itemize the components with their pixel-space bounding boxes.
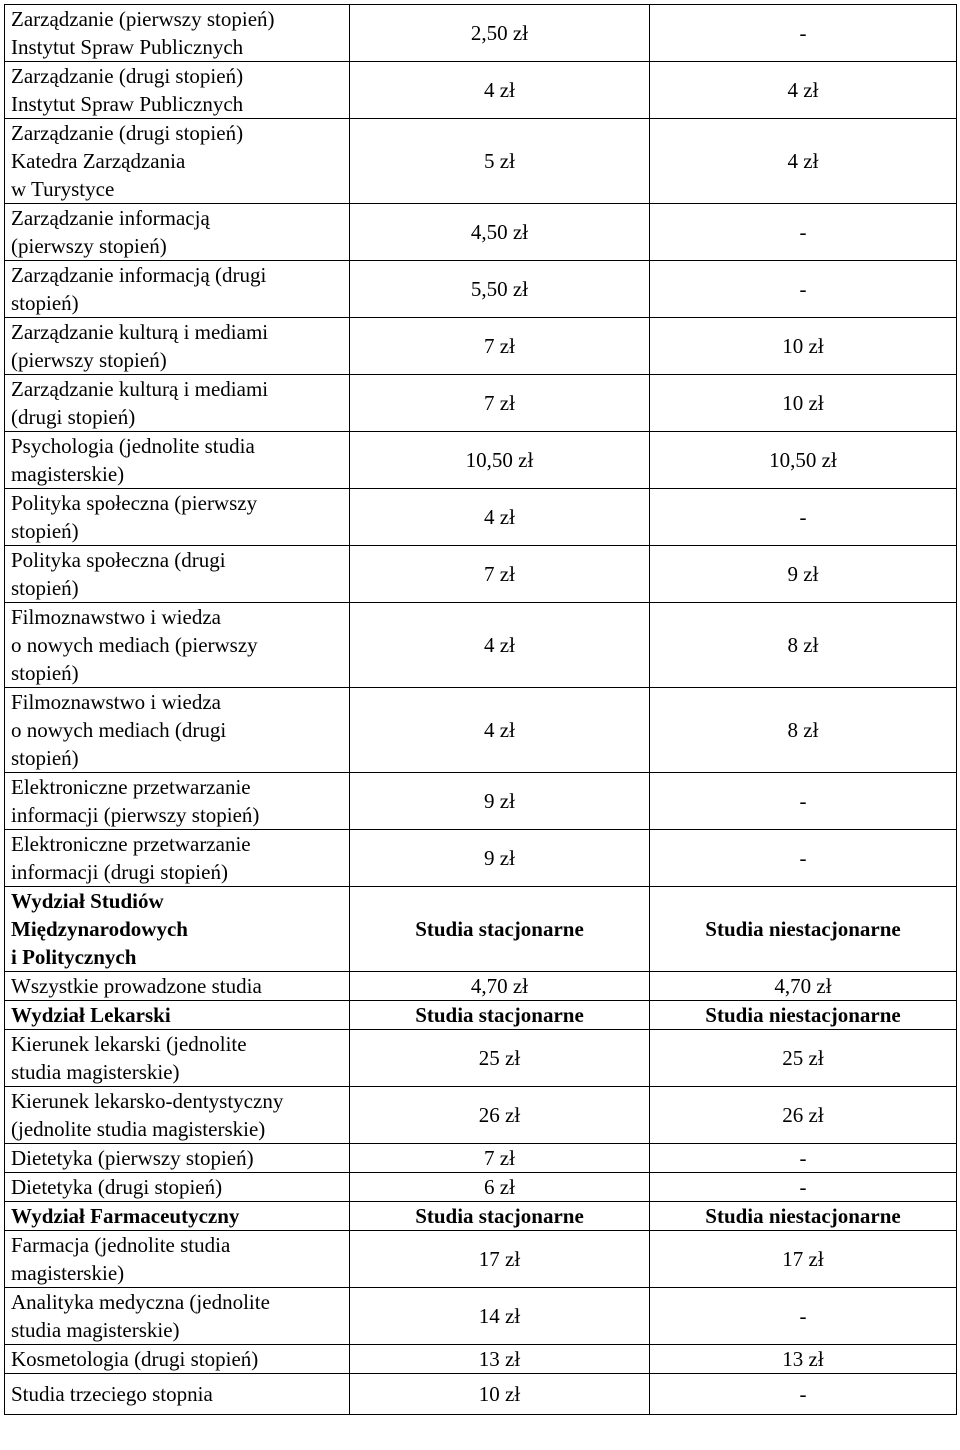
table-row xyxy=(5,119,957,204)
full-time-fee-cell: 9 zł xyxy=(350,830,650,887)
part-time-fee-cell: - xyxy=(650,1288,957,1345)
part-time-fee-cell: 4 zł xyxy=(650,62,957,119)
full-time-fee-cell: 6 zł xyxy=(350,1173,650,1202)
part-time-fee-cell: 10 zł xyxy=(650,375,957,432)
program-name-cell: Zarządzanie kulturą i mediami (drugi stopień) xyxy=(5,375,350,432)
part-time-fee-cell: - xyxy=(650,1374,957,1415)
full-time-fee-cell: 7 zł xyxy=(350,546,650,603)
full-time-header-cell: Studia stacjonarne xyxy=(350,1001,650,1030)
part-time-header-cell: Studia niestacjonarne xyxy=(650,1001,957,1030)
table-row xyxy=(5,1173,957,1202)
part-time-header-cell: Studia niestacjonarne xyxy=(650,1202,957,1231)
part-time-fee-cell: 25 zł xyxy=(650,1030,957,1087)
program-name-cell: Dietetyka (pierwszy stopień) xyxy=(5,1144,350,1173)
full-time-fee-cell: 5 zł xyxy=(350,119,650,204)
table-row xyxy=(5,972,957,1001)
program-name-cell: Filmoznawstwo i wiedza o nowych mediach (drugi stopień) xyxy=(5,688,350,773)
program-name-cell: Elektroniczne przetwarzanie informacji (pierwszy stopień) xyxy=(5,773,350,830)
part-time-fee-cell: - xyxy=(650,1173,957,1202)
section-header-row xyxy=(5,1202,957,1231)
part-time-fee-cell: 8 zł xyxy=(650,603,957,688)
full-time-header-cell: Studia stacjonarne xyxy=(350,887,650,972)
table-row xyxy=(5,830,957,887)
full-time-fee-cell: 4 zł xyxy=(350,62,650,119)
program-name-cell: Studia trzeciego stopnia xyxy=(5,1374,350,1415)
program-name-cell: Elektroniczne przetwarzanie informacji (drugi stopień) xyxy=(5,830,350,887)
full-time-fee-cell: 4 zł xyxy=(350,489,650,546)
part-time-fee-cell: 4,70 zł xyxy=(650,972,957,1001)
program-name-cell: Farmacja (jednolite studia magisterskie) xyxy=(5,1231,350,1288)
full-time-fee-cell: 25 zł xyxy=(350,1030,650,1087)
program-name-cell: Zarządzanie informacją (drugi stopień) xyxy=(5,261,350,318)
full-time-fee-cell: 4,70 zł xyxy=(350,972,650,1001)
part-time-fee-cell: 10 zł xyxy=(650,318,957,375)
program-name-cell: Dietetyka (drugi stopień) xyxy=(5,1173,350,1202)
table-row xyxy=(5,1087,957,1144)
faculty-name-cell: Wydział Studiów Międzynarodowych i Politycznych xyxy=(5,887,350,972)
table-row xyxy=(5,62,957,119)
fees-table-body xyxy=(5,5,957,1415)
full-time-header-cell: Studia stacjonarne xyxy=(350,1202,650,1231)
full-time-fee-cell: 7 zł xyxy=(350,1144,650,1173)
part-time-fee-cell: 9 zł xyxy=(650,546,957,603)
part-time-fee-cell: 4 zł xyxy=(650,119,957,204)
part-time-fee-cell: 17 zł xyxy=(650,1231,957,1288)
program-name-cell: Analityka medyczna (jednolite studia magisterskie) xyxy=(5,1288,350,1345)
program-name-cell: Zarządzanie informacją (pierwszy stopień) xyxy=(5,204,350,261)
part-time-fee-cell: - xyxy=(650,830,957,887)
section-header-row xyxy=(5,1001,957,1030)
program-name-cell: Kosmetologia (drugi stopień) xyxy=(5,1345,350,1374)
part-time-fee-cell: - xyxy=(650,773,957,830)
part-time-fee-cell: 8 zł xyxy=(650,688,957,773)
program-name-cell: Psychologia (jednolite studia magisterskie) xyxy=(5,432,350,489)
program-name-cell: Kierunek lekarsko-dentystyczny (jednolite studia magisterskie) xyxy=(5,1087,350,1144)
program-name-cell: Filmoznawstwo i wiedza o nowych mediach (pierwszy stopień) xyxy=(5,603,350,688)
program-name-cell: Zarządzanie (pierwszy stopień) Instytut Spraw Publicznych xyxy=(5,5,350,62)
table-row xyxy=(5,546,957,603)
full-time-fee-cell: 4,50 zł xyxy=(350,204,650,261)
part-time-fee-cell: - xyxy=(650,204,957,261)
part-time-fee-cell: - xyxy=(650,1144,957,1173)
table-row xyxy=(5,1231,957,1288)
full-time-fee-cell: 10,50 zł xyxy=(350,432,650,489)
part-time-fee-cell: 26 zł xyxy=(650,1087,957,1144)
program-name-cell: Wszystkie prowadzone studia xyxy=(5,972,350,1001)
table-row xyxy=(5,773,957,830)
program-name-cell: Zarządzanie kulturą i mediami (pierwszy stopień) xyxy=(5,318,350,375)
table-row xyxy=(5,375,957,432)
program-name-cell: Zarządzanie (drugi stopień) Instytut Spraw Publicznych xyxy=(5,62,350,119)
table-row xyxy=(5,603,957,688)
full-time-fee-cell: 26 zł xyxy=(350,1087,650,1144)
part-time-fee-cell: 10,50 zł xyxy=(650,432,957,489)
section-header-row xyxy=(5,887,957,972)
full-time-fee-cell: 7 zł xyxy=(350,318,650,375)
table-row xyxy=(5,1288,957,1345)
full-time-fee-cell: 17 zł xyxy=(350,1231,650,1288)
table-row xyxy=(5,688,957,773)
program-name-cell: Kierunek lekarski (jednolite studia magisterskie) xyxy=(5,1030,350,1087)
table-row xyxy=(5,5,957,62)
table-row xyxy=(5,318,957,375)
program-name-cell: Zarządzanie (drugi stopień) Katedra Zarządzania w Turystyce xyxy=(5,119,350,204)
program-name-cell: Polityka społeczna (pierwszy stopień) xyxy=(5,489,350,546)
table-row xyxy=(5,1030,957,1087)
fees-table xyxy=(4,4,957,1415)
table-row xyxy=(5,1345,957,1374)
table-row xyxy=(5,204,957,261)
full-time-fee-cell: 4 zł xyxy=(350,603,650,688)
part-time-header-cell: Studia niestacjonarne xyxy=(650,887,957,972)
part-time-fee-cell: 13 zł xyxy=(650,1345,957,1374)
full-time-fee-cell: 10 zł xyxy=(350,1374,650,1415)
full-time-fee-cell: 7 zł xyxy=(350,375,650,432)
faculty-name-cell: Wydział Farmaceutyczny xyxy=(5,1202,350,1231)
table-row xyxy=(5,432,957,489)
full-time-fee-cell: 9 zł xyxy=(350,773,650,830)
part-time-fee-cell: - xyxy=(650,261,957,318)
faculty-name-cell: Wydział Lekarski xyxy=(5,1001,350,1030)
full-time-fee-cell: 14 zł xyxy=(350,1288,650,1345)
program-name-cell: Polityka społeczna (drugi stopień) xyxy=(5,546,350,603)
table-row xyxy=(5,489,957,546)
table-row xyxy=(5,1144,957,1173)
full-time-fee-cell: 5,50 zł xyxy=(350,261,650,318)
table-row xyxy=(5,1374,957,1415)
full-time-fee-cell: 4 zł xyxy=(350,688,650,773)
full-time-fee-cell: 13 zł xyxy=(350,1345,650,1374)
table-row xyxy=(5,261,957,318)
part-time-fee-cell: - xyxy=(650,5,957,62)
part-time-fee-cell: - xyxy=(650,489,957,546)
full-time-fee-cell: 2,50 zł xyxy=(350,5,650,62)
